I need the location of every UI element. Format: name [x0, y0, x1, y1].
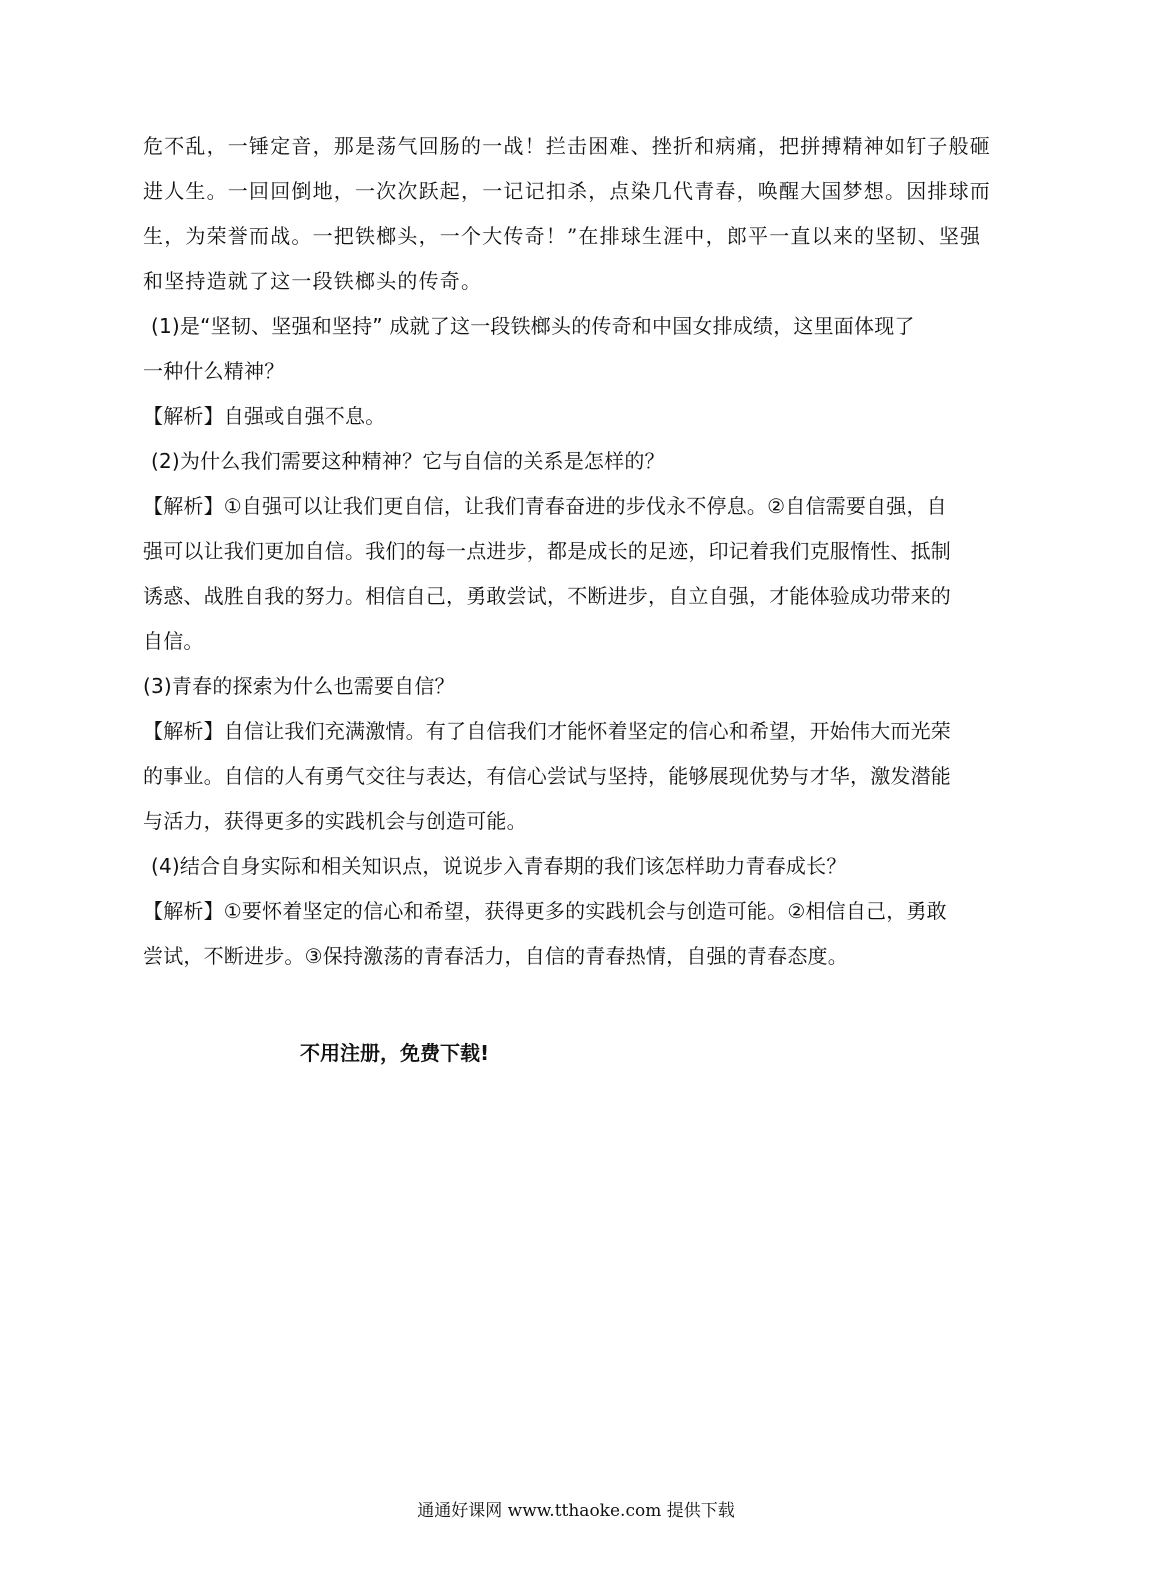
answer-text: 自信。: [143, 629, 204, 653]
answer-text: 的事业。自信的人有勇气交往与表达，有信心尝试与坚持，能够展现优势与才华，激发潜能: [143, 764, 951, 788]
question-text: (3)青春的探索为什么也需要自信？: [143, 674, 455, 698]
answer-text: 与活力，获得更多的实践机会与创造可能。: [143, 809, 527, 833]
question-1: [143, 304, 1003, 439]
question-text: (2)为什么我们需要这种精神？它与自信的关系是怎样的？: [151, 449, 665, 473]
question-4: [143, 844, 1003, 979]
reading-passage: [143, 124, 1003, 304]
page-footer: 通通好课网 www.tthaoke.com 提供下载: [417, 1501, 735, 1521]
answer-text: 【解析】①自强可以让我们更自信，让我们青春奋进的步伐永不停息。②自信需要自强，自: [143, 494, 947, 518]
question-3: [143, 664, 1003, 844]
question-text: (4)结合自身实际和相关知识点，说说步入青春期的我们该怎样助力青春成长？: [151, 854, 847, 878]
answer-text: 强可以让我们更加自信。我们的每一点进步，都是成长的足迹，印记着我们克服惰性、抵制: [143, 539, 951, 563]
answer-text: 【解析】①要怀着坚定的信心和希望，获得更多的实践机会与创造可能。②相信自己，勇敢: [143, 899, 947, 923]
answer-text: 【解析】自强或自强不息。: [143, 404, 386, 428]
answer-text: 尝试，不断进步。③保持激荡的青春活力，自信的青春热情，自强的青春态度。: [143, 944, 848, 968]
question-2: [143, 439, 1003, 664]
answer-text: 诱惑、战胜自我的努力。相信自己，勇敢尝试，不断进步，自立自强，才能体验成功带来的: [143, 584, 951, 608]
download-promo-text: 不用注册，免费下载!: [300, 1041, 490, 1065]
passage-line: 和坚持造就了这一段铁榔头的传奇。: [143, 269, 483, 293]
question-text: 一种什么精神？: [143, 359, 285, 383]
passage-line: 生，为荣誉而战。一把铁榔头，一个大传奇！”在排球生涯中，郎平一直以来的坚韧、坚强: [143, 224, 982, 248]
document-body: [143, 124, 1003, 979]
passage-line: 危不乱，一锤定音，那是荡气回肠的一战！拦击困难、挫折和病痛，把拼搏精神如钉子般砸: [143, 134, 991, 158]
answer-text: 【解析】自信让我们充满激情。有了自信我们才能怀着坚定的信心和希望，开始伟大而光荣: [143, 719, 951, 743]
passage-line: 进人生。一回回倒地，一次次跃起，一记记扣杀，点染几代青春，唤醒大国梦想。因排球而: [143, 179, 991, 203]
question-text: (1)是“坚韧、坚强和坚持” 成就了这一段铁榔头的传奇和中国女排成绩，这里面体现了: [151, 314, 915, 338]
